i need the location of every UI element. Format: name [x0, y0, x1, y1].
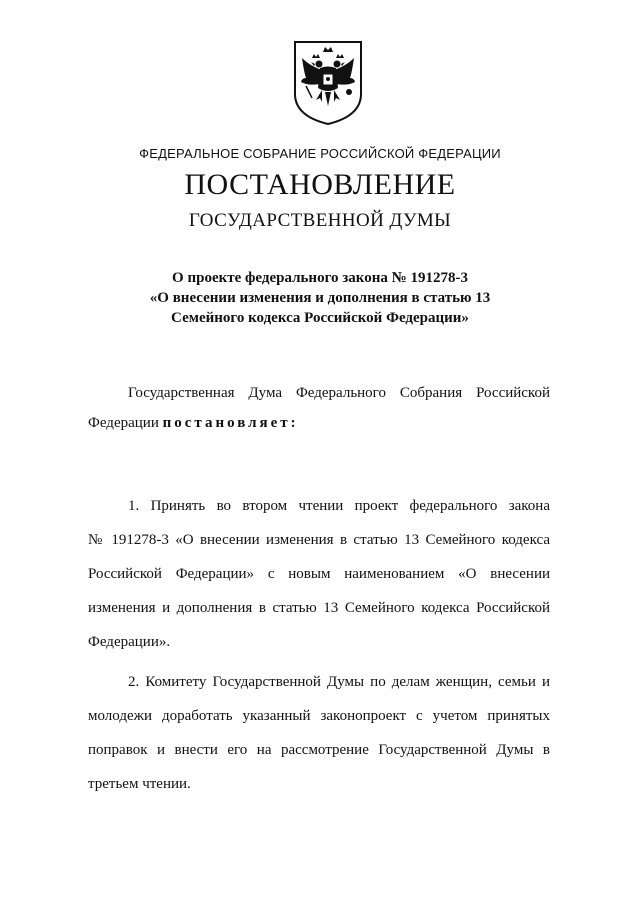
resolves-word: постановляет:: [162, 415, 299, 431]
paragraph-line: 1. Принять во втором чтении проект федерального закона: [128, 498, 550, 514]
subject-line: «О внесении изменения и дополнения в статью 13: [149, 290, 491, 306]
paragraph-line: Федерации».: [88, 634, 171, 650]
paragraph-line: Государственная Дума Федерального Собрания Российской: [128, 385, 550, 401]
paragraph-line: третьем чтении.: [88, 776, 191, 792]
item-1-paragraph: [88, 491, 550, 661]
paragraph-line: изменения и дополнения в статью 13 Семейного кодекса Российской: [88, 600, 550, 616]
paragraph-line: поправок и внести его на рассмотрение Государственной Думы в: [88, 742, 550, 758]
paragraph-line: 2. Комитету Государственной Думы по делам женщин, семьи и: [128, 674, 550, 690]
paragraph-line: [88, 408, 550, 438]
intro-paragraph: [88, 378, 550, 438]
russian-coat-of-arms-icon: [292, 38, 364, 126]
document-issuer: ГОСУДАРСТВЕННОЙ ДУМЫ: [188, 210, 452, 231]
item-2-paragraph: [88, 667, 550, 803]
document-type: ПОСТАНОВЛЕНИЕ: [184, 168, 456, 201]
paragraph-line: молодежи доработать указанный законопроект с учетом принятых: [88, 708, 550, 724]
paragraph-line: № 191278-3 «О внесении изменения в статью 13 Семейного кодекса: [88, 532, 550, 548]
assembly-name: ФЕДЕРАЛЬНОЕ СОБРАНИЕ РОССИЙСКОЙ ФЕДЕРАЦИИ: [139, 146, 501, 161]
subject-line: О проекте федерального закона № 191278-3: [172, 270, 468, 286]
intro-prefix: Федерации: [88, 415, 163, 431]
document-subject: [0, 268, 640, 328]
paragraph-line: Российской Федерации» с новым наименованием «О внесении: [88, 566, 550, 582]
subject-line: Семейного кодекса Российской Федерации»: [171, 310, 469, 326]
